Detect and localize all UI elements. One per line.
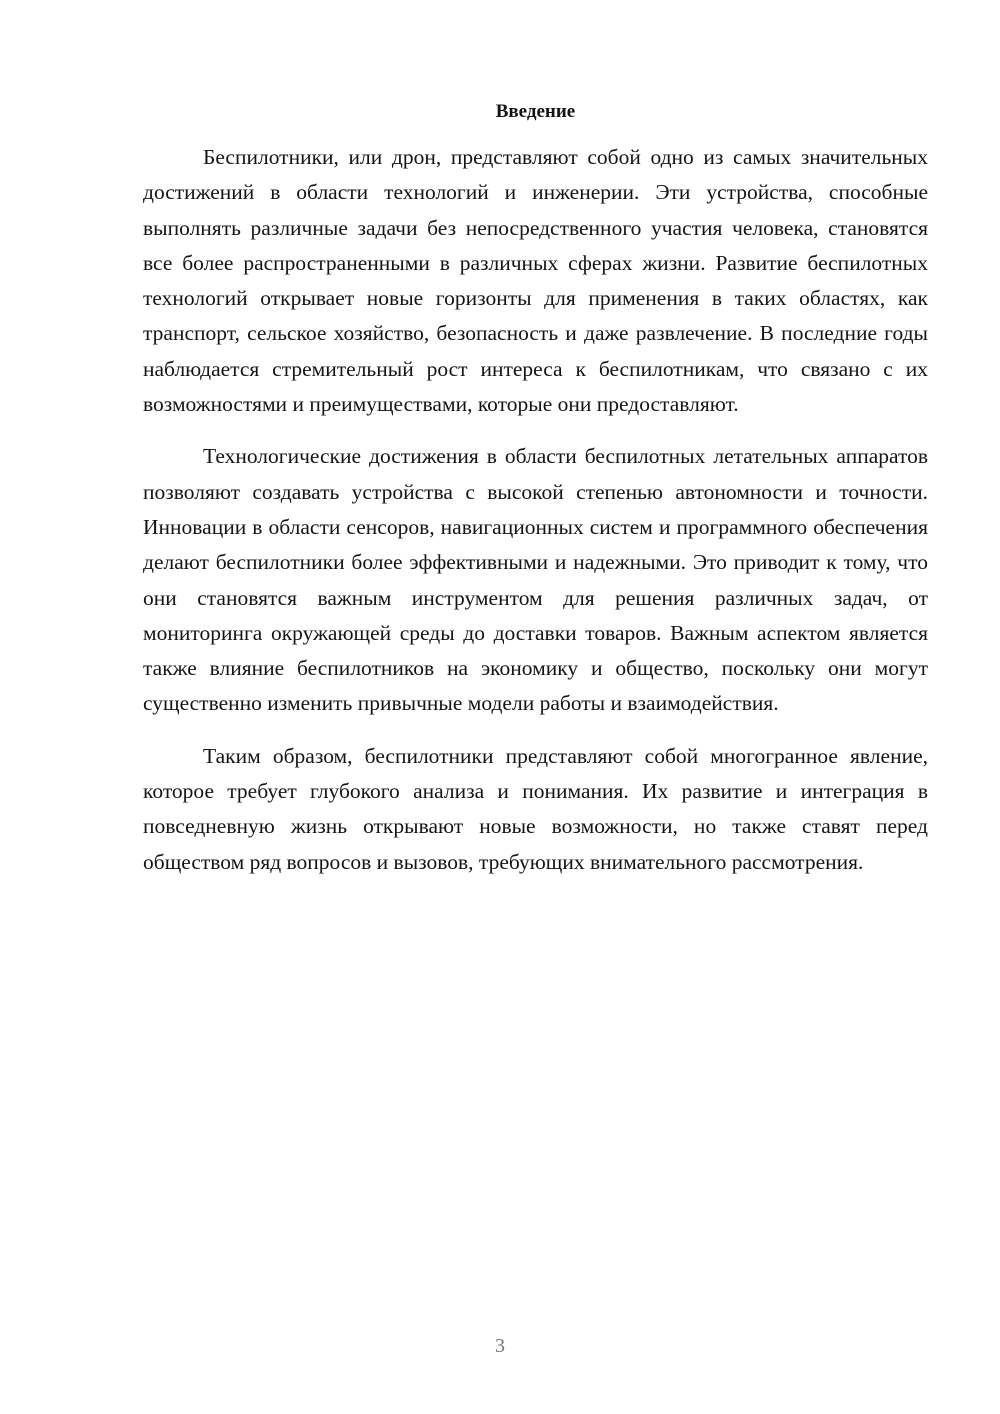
paragraph-1: Беспилотники, или дрон, представляют собой одно из самых значительных достижений в области технологий и инженерии. Эти устройства, способные выполнять различные задачи без непосредственного участия человека, становятся все более распространенными в различных сферах жизни. Развитие беспилотных технологий открывает новые горизонты для применения в таких областях, как транспорт, сельское хозяйство, безопасность и даже развлечение. В последние годы наблюдается стремительный рост интереса к беспилотникам, что связано с их возможностями и преимуществами, которые они предоставляют.: [143, 145, 928, 417]
document-body: [143, 96, 928, 897]
page-number: 3: [495, 1335, 505, 1357]
section-heading: Введение: [495, 101, 576, 122]
paragraph-3: Таким образом, беспилотники представляют собой многогранное явление, которое требует глубокого анализа и понимания. Их развитие и интеграция в повседневную жизнь открывают новые возможности, но также ставят перед обществом ряд вопросов и вызовов, требующих внимательного рассмотрения.: [143, 743, 928, 874]
paragraph-2: Технологические достижения в области беспилотных летательных аппаратов позволяют создавать устройства с высокой степенью автономности и точности. Инновации в области сенсоров, навигационных систем и программного обеспечения делают беспилотники более эффективными и надежными. Это приводит к тому, что они становятся важным инструментом для решения различных задач, от мониторинга окружающей среды до доставки товаров. Важным аспектом является также влияние беспилотников на экономику и общество, поскольку они могут существенно изменить привычные модели работы и взаимодействия.: [143, 444, 928, 716]
